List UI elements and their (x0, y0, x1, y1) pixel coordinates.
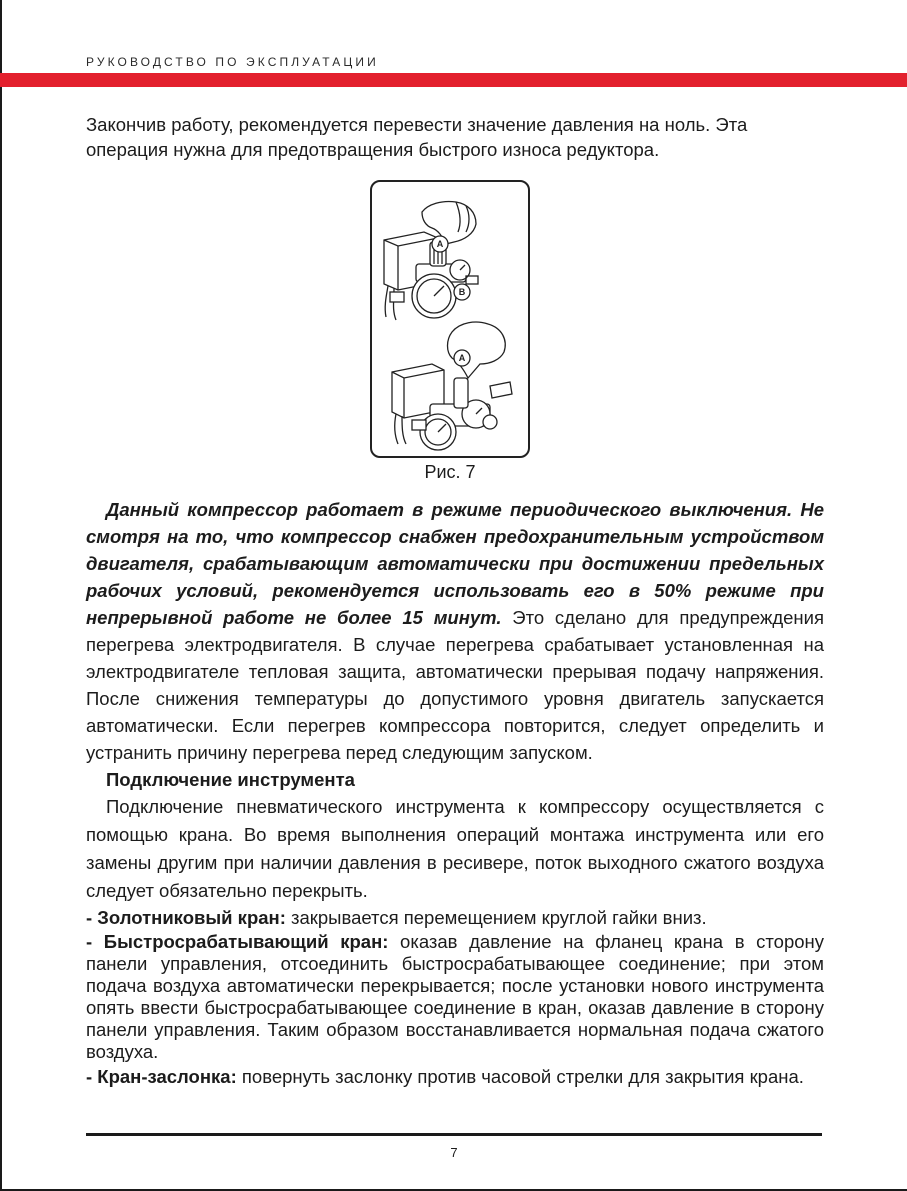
list-item-label: - Кран-заслонка: (86, 1066, 237, 1087)
valve-list (86, 905, 824, 1088)
warning-paragraph (86, 496, 824, 766)
list-item (86, 931, 824, 1063)
page-number: 7 (450, 1145, 458, 1160)
section-heading: Подключение инструмента (106, 769, 355, 790)
figure-illustration (370, 180, 530, 458)
header-title: РУКОВОДСТВО ПО ЭКСПЛУАТАЦИИ (86, 55, 379, 69)
header-accent-bar (0, 73, 907, 87)
figure-label-b: B (458, 287, 466, 297)
figure-label-a-bottom: A (458, 353, 466, 363)
list-item-label: - Золотниковый кран: (86, 907, 286, 928)
list-item-text: закрывается перемещением круглой гайки вниз. (285, 907, 707, 928)
section-paragraph: Подключение пневматического инструмента к компрессору осуществляется с помощью крана. Во время выполнения операций монтажа инструмента или его замены другим при наличии давления в ресивере, поток выходного сжатого воздуха следует обязательно перекрыть. (86, 796, 824, 901)
main-content (86, 496, 824, 1088)
pressure-regulator-drawing (372, 182, 528, 456)
list-item-text: повернуть заслонку против часовой стрелки для закрытия крана. (236, 1066, 804, 1087)
figure-label-a-top: A (436, 239, 444, 249)
warning-emphasis: Данный компрессор работает в режиме периодического выключения. Не смотря на то, что компрессор снабжен предохранительным устройством двигателя, срабатывающим автоматически при достижении предельных рабочих условий, рекомендуется использовать его в 50% режиме при непрерывной работе не более 15 минут. (86, 499, 824, 628)
list-item-text: оказав давление на фланец крана в сторону панели управления, отсоединить быстросрабатывающее соединение; при этом подача воздуха автоматически перекрывается; после установки нового инструмента опять ввести быстросрабатывающее соединение в кран, оказав давление в сторону панели управления. Таким образом восстанавливается нормальная подача сжатого воздуха. (86, 931, 825, 1062)
intro-paragraph: Закончив работу, рекомендуется перевести значение давления на ноль. Эта операция нужна для предотвращения быстрого износа редуктора. (86, 114, 748, 160)
list-item-label: - Быстросрабатывающий кран: (86, 931, 389, 952)
warning-body: Это сделано для предупреждения перегрева электродвигателя. В случае перегрева срабатывает установленная на электродвигателе тепловая защита, автоматически прерывая подачу напряжения. После снижения температуры до допустимого уровня двигатель запускается автоматически. Если перегрев компрессора повторится, следует определить и устранить причину перегрева перед следующим запуском. (86, 607, 824, 763)
footer-rule (86, 1133, 822, 1136)
figure-caption: Рис. 7 (424, 462, 476, 482)
list-item (86, 905, 824, 931)
list-item (86, 1066, 824, 1088)
